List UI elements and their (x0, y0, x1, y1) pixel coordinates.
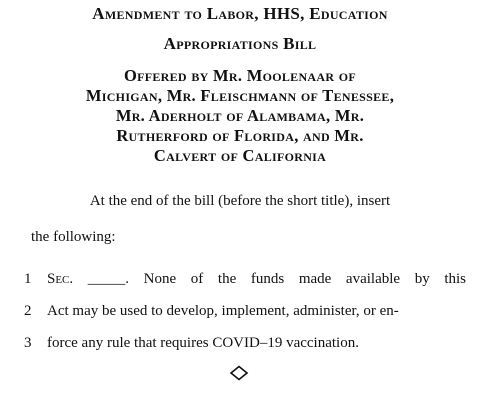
bill-line (0, 301, 480, 321)
instruction-line: the following: (31, 229, 116, 245)
section-label: Sec. (47, 271, 74, 287)
bill-line (0, 333, 480, 353)
offered-by-line: Rutherford of Florida, and Mr. (116, 126, 364, 145)
bill-line (0, 269, 480, 289)
offered-by-line: Mr. Aderholt of Alambama, Mr. (115, 106, 365, 125)
offered-by-block (0, 66, 480, 166)
amendment-subtitle: Appropriations Bill (163, 34, 317, 53)
bill-line-text (47, 269, 466, 289)
diamond-outline-icon (229, 365, 249, 381)
offered-by-line: Michigan, Mr. Fleischmann of Tenessee, (85, 86, 395, 105)
line-number: 2 (24, 303, 32, 319)
offered-by-line: Calvert of California (153, 146, 327, 165)
bill-line-text: force any rule that requires COVID–19 vaccination. (47, 335, 359, 351)
offered-by-line: Offered by Mr. Moolenaar of (123, 66, 357, 85)
bill-line-text: Act may be used to develop, implement, administer, or en- (47, 303, 399, 319)
line-number: 1 (24, 271, 32, 287)
instruction-line: At the end of the bill (before the short title), insert (89, 193, 391, 209)
amendment-title: Amendment to Labor, HHS, Education (92, 4, 388, 23)
line-number: 3 (24, 335, 32, 351)
bill-line-text-body: _____. None of the funds made available by this (73, 271, 466, 287)
